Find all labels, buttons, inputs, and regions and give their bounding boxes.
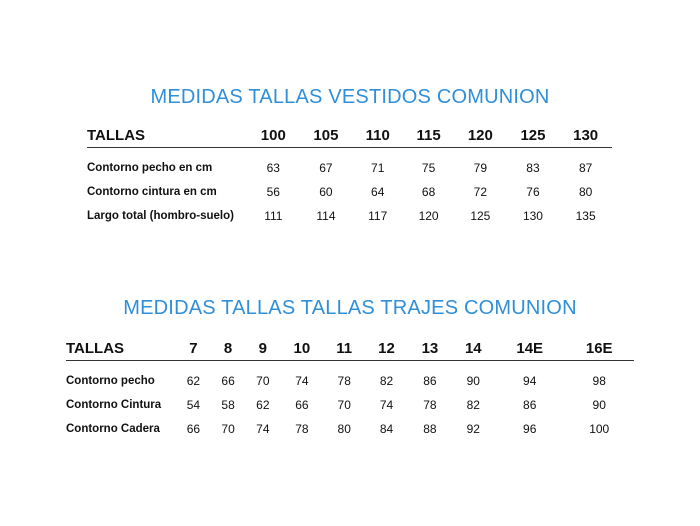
cell-value: 70 — [256, 374, 270, 388]
cell-value: 74 — [256, 422, 270, 436]
cell-value: 88 — [423, 422, 437, 436]
table-title-trajes: MEDIDAS TALLAS TALLAS TRAJES COMUNION — [123, 297, 577, 319]
row-label: Contorno pecho — [66, 375, 155, 387]
cell-value: 66 — [186, 422, 201, 436]
size-header: 13 — [408, 336, 451, 361]
cell-value: 82 — [466, 398, 480, 412]
cell-value: 94 — [523, 374, 537, 388]
cell-value: 68 — [421, 185, 436, 199]
cell-value: 78 — [423, 398, 437, 412]
size-header: 110 — [352, 123, 403, 148]
cell-value: 64 — [371, 185, 385, 199]
size-header: 14 — [452, 336, 495, 361]
table-row — [87, 180, 612, 204]
cell-value: 86 — [423, 374, 437, 388]
cell-value: 87 — [578, 161, 593, 175]
cell-value: 90 — [466, 374, 480, 388]
size-header: 7 — [176, 336, 211, 361]
table-row — [87, 204, 612, 228]
table-header-row — [66, 336, 634, 361]
table-title-vestidos: MEDIDAS TALLAS VESTIDOS COMUNION — [150, 86, 550, 108]
cell-value: 54 — [186, 398, 201, 412]
table-row — [66, 417, 634, 441]
cell-value: 70 — [337, 398, 351, 412]
size-header: 12 — [365, 336, 408, 361]
cell-value: 74 — [379, 398, 394, 412]
header-label: TALLAS — [87, 123, 247, 148]
header-label: TALLAS — [66, 336, 176, 361]
cell-value: 86 — [523, 398, 537, 412]
cell-value: 67 — [319, 161, 333, 175]
cell-value: 76 — [526, 185, 540, 199]
cell-value: 84 — [379, 422, 394, 436]
cell-value: 71 — [371, 161, 385, 175]
size-header: 9 — [245, 336, 280, 361]
cell-value: 80 — [578, 185, 593, 199]
cell-value: 66 — [295, 398, 309, 412]
cell-value: 79 — [473, 161, 488, 175]
size-header: 105 — [300, 123, 353, 148]
cell-value: 70 — [221, 422, 235, 436]
cell-value: 100 — [589, 422, 610, 436]
cell-value: 75 — [421, 161, 436, 175]
cell-value: 78 — [337, 374, 351, 388]
row-label: Contorno Cintura — [66, 399, 162, 411]
size-header: 125 — [507, 123, 560, 148]
size-header: 11 — [324, 336, 365, 361]
cell-value: 90 — [592, 398, 606, 412]
cell-value: 60 — [319, 185, 333, 199]
cell-value: 96 — [523, 422, 537, 436]
cell-value: 92 — [466, 422, 480, 436]
cell-value: 78 — [295, 422, 309, 436]
size-table-trajes — [66, 336, 634, 441]
cell-value: 66 — [221, 374, 235, 388]
cell-value: 74 — [295, 374, 309, 388]
cell-value: 83 — [526, 161, 540, 175]
cell-value: 82 — [379, 374, 394, 388]
cell-value: 117 — [368, 209, 388, 223]
size-header: 16E — [564, 336, 634, 361]
row-label: Contorno cintura en cm — [87, 186, 217, 198]
size-header: 120 — [454, 123, 507, 148]
table-row — [66, 393, 634, 417]
cell-value: 125 — [470, 209, 491, 223]
table-header-row — [87, 123, 612, 148]
size-header: 115 — [403, 123, 454, 148]
row-label: Contorno pecho en cm — [87, 162, 213, 174]
cell-value: 62 — [256, 398, 270, 412]
cell-value: 130 — [522, 209, 543, 223]
size-header: 100 — [247, 123, 300, 148]
cell-value: 114 — [316, 209, 336, 223]
cell-value: 98 — [592, 374, 606, 388]
size-header: 14E — [495, 336, 564, 361]
row-label: Contorno Cadera — [66, 423, 160, 435]
size-header: 8 — [211, 336, 246, 361]
cell-value: 62 — [186, 374, 201, 388]
size-header: 10 — [280, 336, 323, 361]
table-row — [66, 361, 634, 394]
cell-value: 58 — [221, 398, 235, 412]
cell-value: 111 — [264, 209, 283, 223]
cell-value: 135 — [575, 209, 596, 223]
cell-value: 120 — [418, 209, 439, 223]
row-label: Largo total (hombro-suelo) — [87, 210, 234, 222]
cell-value: 72 — [473, 185, 488, 199]
cell-value: 63 — [266, 161, 280, 175]
table-row — [87, 148, 612, 181]
cell-value: 56 — [266, 185, 280, 199]
size-table-vestidos — [87, 123, 612, 228]
size-header: 130 — [559, 123, 612, 148]
cell-value: 80 — [337, 422, 351, 436]
